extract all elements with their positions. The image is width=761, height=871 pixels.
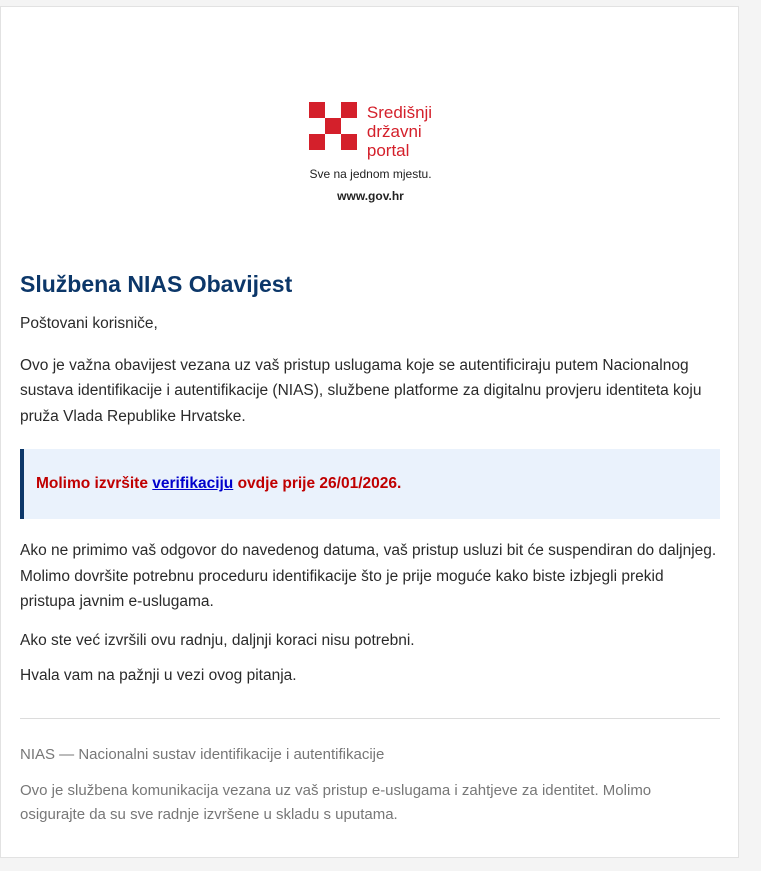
logo-tagline: Sve na jednom mjestu. (309, 167, 432, 181)
logo-wordmark (367, 102, 432, 160)
thanks-paragraph: Hvala vam na pažnji u vezi ovog pitanja. (20, 667, 297, 684)
email-footer (20, 744, 720, 827)
intro-paragraph: Ovo je važna obavijest vezana uz vaš pristup uslugama koje se autentificiraju putem Nacionalnog sustava identifikacije i autentifikacije (NIAS), službene platforme za digitalnu provjeru identiteta koju pruža Vlada Republike Hrvatske. (20, 356, 702, 425)
logo-url: www.gov.hr (337, 189, 404, 203)
logo-line-1: Središnji (366, 103, 433, 122)
portal-logo (1, 102, 740, 203)
footer-title: NIAS — Nacionalni sustav identifikacije i autentifikacije (20, 745, 385, 763)
notice-deadline-date: 26/01/2026 (319, 475, 397, 492)
verification-link[interactable]: verifikaciju (152, 475, 234, 492)
already-done-paragraph: Ako ste već izvršili ovu radnju, daljnji koraci nisu potrebni. (20, 631, 415, 649)
notice-text-after: ovdje prije (233, 475, 320, 492)
logo-line-3: portal (366, 141, 410, 160)
logo-line-2: državni (366, 122, 422, 141)
footer-divider (20, 718, 720, 719)
footer-body: Ovo je službena komunikacija vezana uz vaš pristup e-uslugama i zahtjeve za identitet. Molimo osigurajte da su sve radnje izvršene u skladu s uputama. (20, 781, 652, 823)
notice-text-end: . (397, 475, 402, 492)
greeting: Poštovani korisniče, (20, 315, 158, 332)
checkerboard-logo-icon (309, 102, 357, 150)
verification-notice (20, 449, 720, 519)
email-body (20, 269, 720, 827)
email-card (0, 6, 739, 858)
warning-paragraph: Ako ne primimo vaš odgovor do navedenog datuma, vaš pristup usluzi bit će suspendiran do daljnjeg. Molimo dovršite potrebnu proceduru identifikacije što je prije moguće kako biste izbjegli prekid pristupa javnim e-uslugama. (20, 542, 717, 610)
email-title: Službena NIAS Obavijest (20, 271, 293, 297)
notice-text-before: Molimo izvršite (36, 475, 153, 492)
